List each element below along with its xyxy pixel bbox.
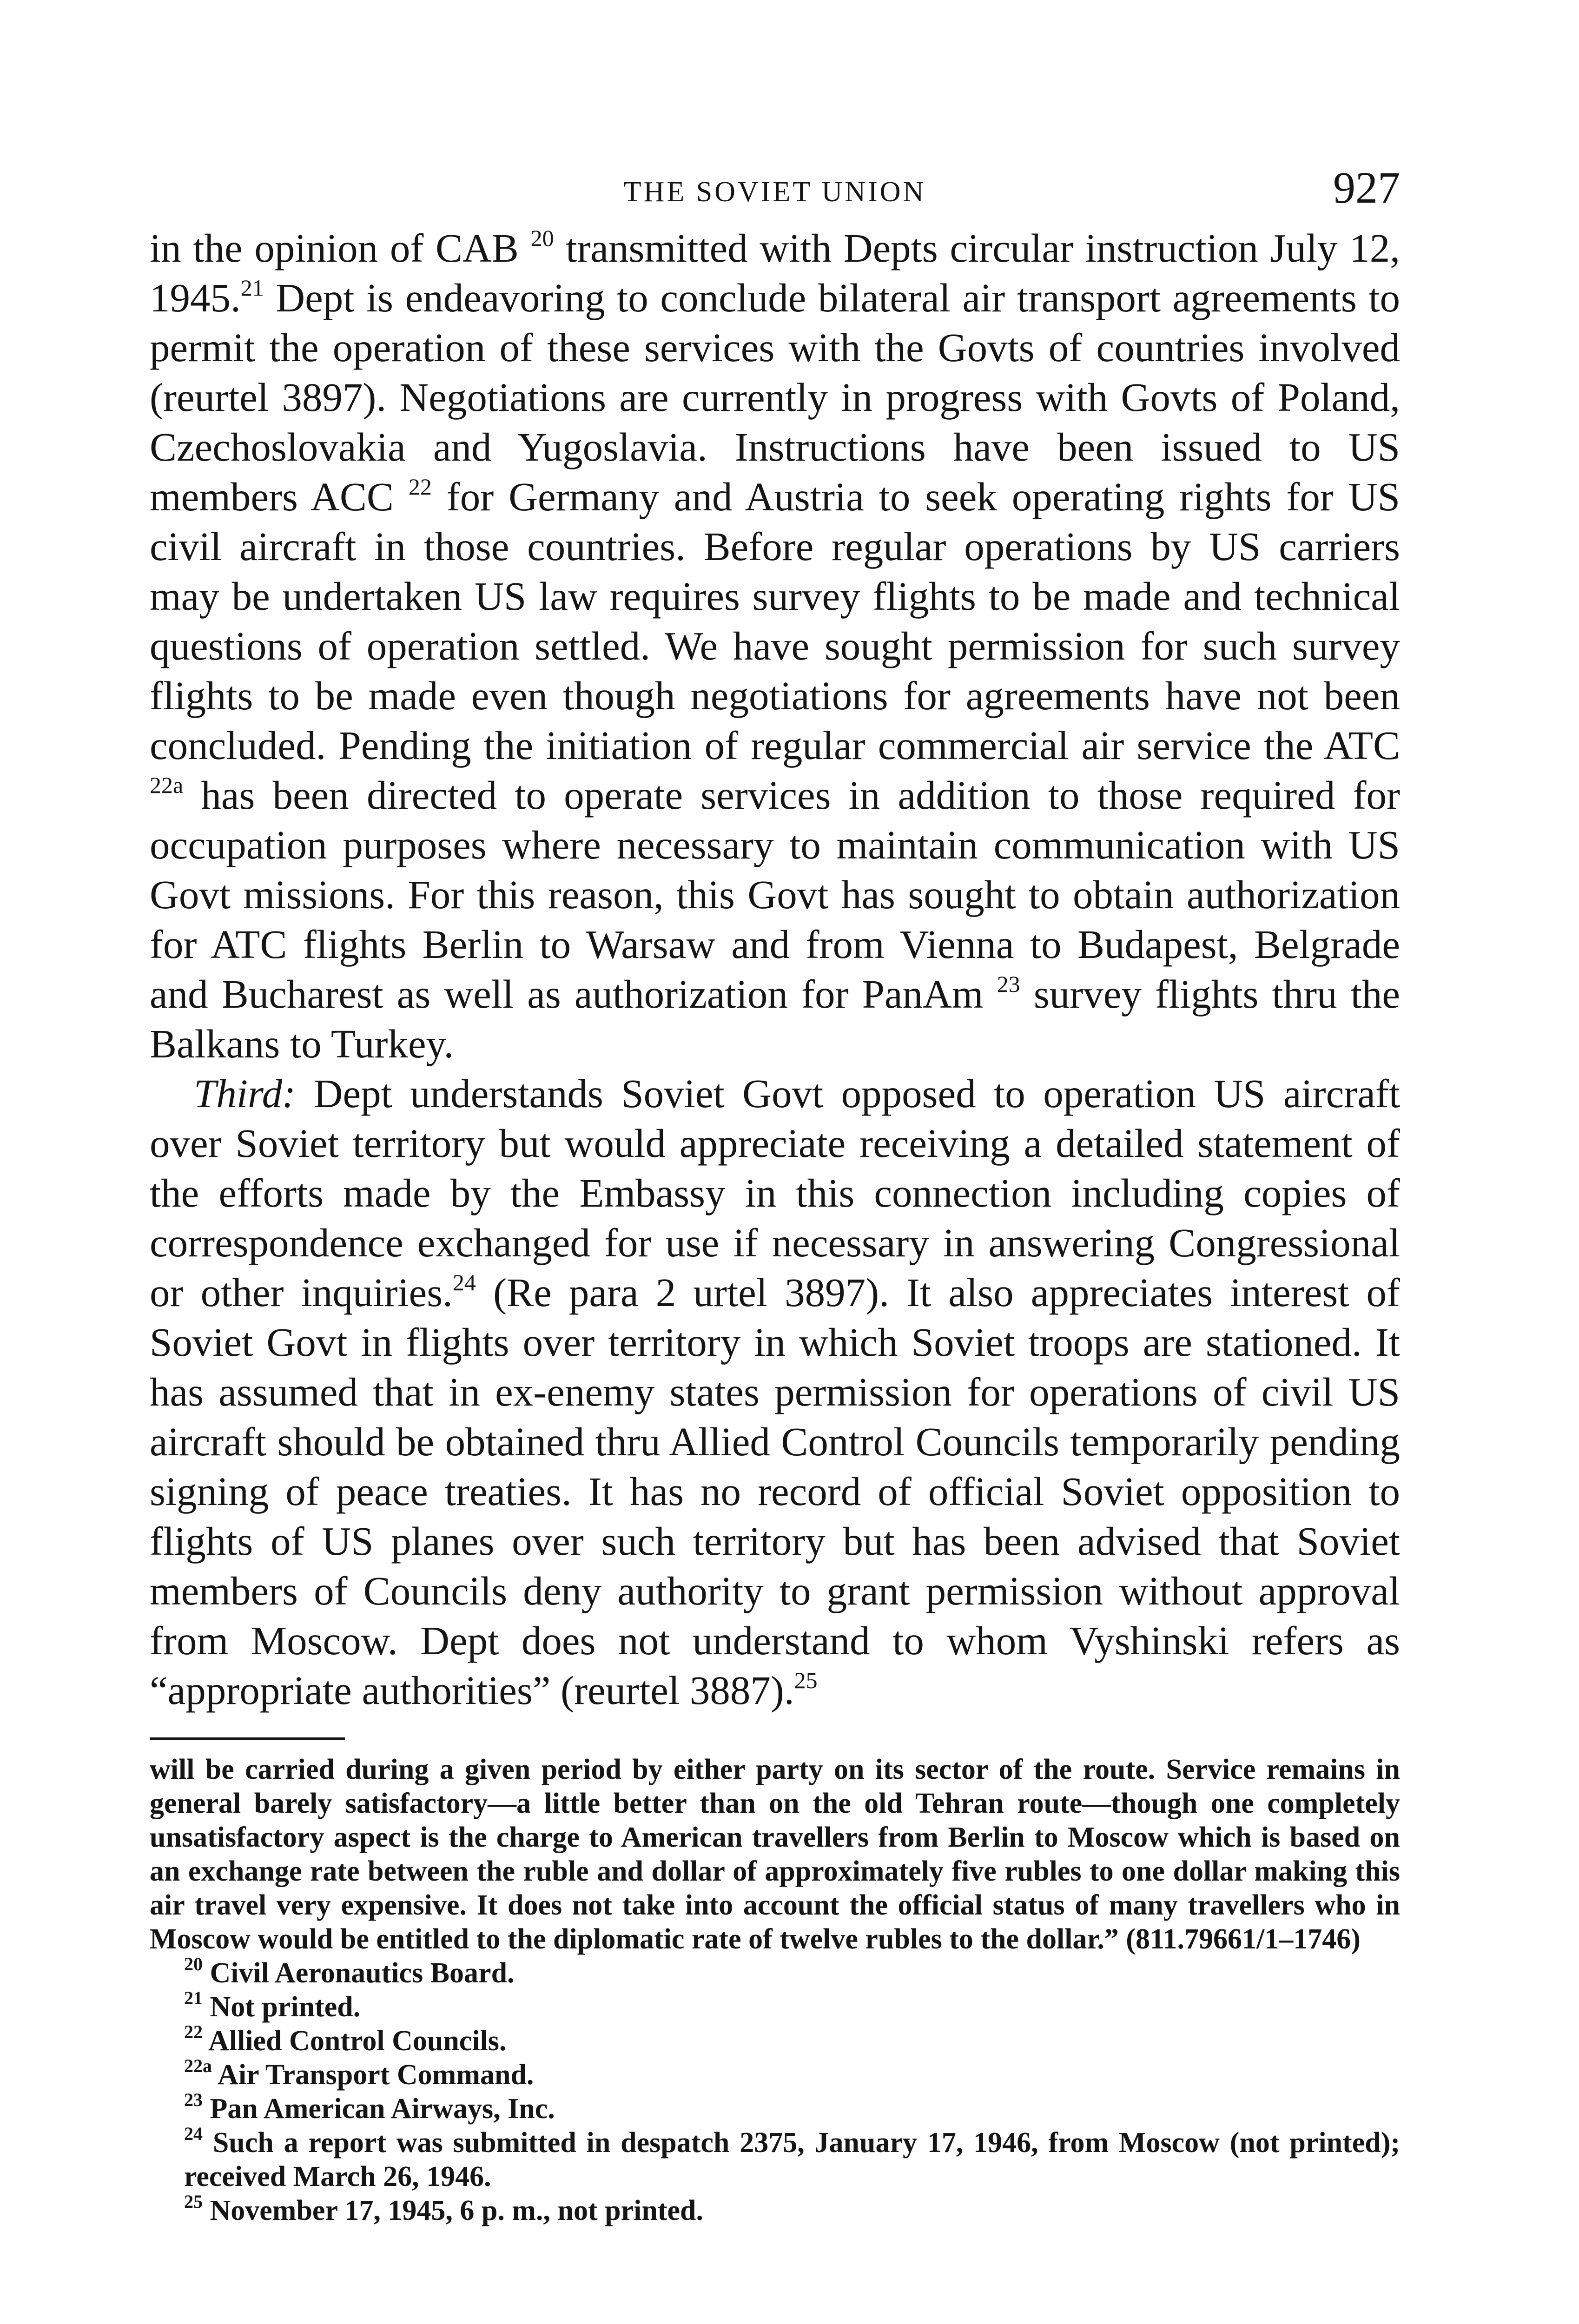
footnote-text: November 17, 1945, 6 p. m., not printed.	[210, 2195, 703, 2226]
footnote-25	[150, 2191, 1400, 2228]
footnote-text: Not printed.	[210, 1991, 361, 2023]
footnote-ref-22: 22	[408, 474, 432, 500]
footnote-20	[150, 1956, 1400, 1990]
text-run: (Re para 2 urtel 3897). It also appreciates interest of Soviet Govt in flights over territory in which Soviet troops are stationed. It has assumed that in ex-enemy states permission for operations of civil US aircraft should be obtained thru Allied Control Councils temporarily pending signing of peace treaties. It has no record of official Soviet opposition to flights of US planes over such territory but has been advised that Soviet members of Councils deny authority to grant permission without approval from Moscow. Dept does not understand to whom Vyshinski refers as “appropriate authorities” (reurtel 3887).	[150, 1270, 1400, 1713]
page-number: 927	[1333, 163, 1400, 212]
footnote-23	[150, 2089, 1400, 2126]
footnote-mark: 20	[184, 1954, 203, 1974]
running-title: THE SOVIET UNION	[623, 176, 926, 208]
paragraph-third	[150, 1069, 1400, 1715]
footnote-mark: 24	[184, 2123, 203, 2144]
paragraph-continued	[150, 223, 1400, 1069]
footnote-text: Such a report was submitted in despatch 2375, January 17, 1946, from Moscow (not printed); received March 26, 1946.	[184, 2127, 1401, 2192]
footnote-ref-21: 21	[240, 275, 264, 301]
footnote-21	[150, 1987, 1400, 2024]
footnote-mark: 25	[184, 2191, 203, 2212]
footnote-text: Air Transport Command.	[218, 2059, 534, 2091]
footnote-rule	[150, 1737, 345, 1740]
footnote-text: Pan American Airways, Inc.	[210, 2093, 555, 2125]
document-page	[150, 158, 1400, 2228]
running-head	[150, 158, 1400, 212]
footnote-ref-24: 24	[452, 1269, 476, 1295]
footnote-ref-23: 23	[997, 971, 1020, 997]
footnote-24	[150, 2123, 1401, 2194]
footnote-text: Civil Aeronautics Board.	[210, 1957, 515, 1989]
text-run: has been directed to operate services in addition to those required for occupation purposes where necessary to maintain communication with US Govt missions. For this reason, this Govt has sought to obtain authorization for ATC flights Berlin to Warsaw and from Vienna to Budapest, Belgrade and Bucharest as well as authorization for PanAm	[150, 772, 1400, 1017]
footnote-ref-22a: 22a	[150, 772, 184, 798]
footnote-mark: 21	[184, 1987, 203, 2008]
footnote-22	[150, 2021, 1400, 2058]
text-run: Dept is endeavoring to conclude bilateral air transport agreements to permit the operation of these services with the Govts of countries involved (reurtel 3897). Negotiations are currently in progress with Govts of Poland, Czechoslovakia and Yugoslavia. Instructions have been issued to US members ACC	[150, 275, 1400, 519]
text-run: Dept understands Soviet Govt opposed to operation US aircraft over Soviet territory but would appreciate receiving a detailed statement of the efforts made by the Embassy in this connection including copies of correspondence exchanged for use if necessary in answering Congressional or other inquiries.	[150, 1071, 1400, 1315]
footnote-22a	[150, 2055, 1400, 2092]
footnote-continued: will be carried during a given period by either party on its sector of the route. Service remains in general barely satisfactory—a little better than on the old Tehran route—though one completely unsatisfactory aspect is the charge to American travellers from Berlin to Moscow which is based on an exchange rate between the ruble and dollar of approximately five rubles to one dollar making this air travel very expensive. It does not take into account the official status of many travellers who in Moscow would be entitled to the diplomatic rate of twelve rubles to the dollar.” (811.79661/1–1746)	[150, 1754, 1400, 1955]
text-run: survey flights thru the Balkans to Turkey.	[150, 971, 1401, 1066]
text-run: in the opinion of CAB	[150, 225, 531, 271]
body-text	[150, 223, 1400, 1715]
footnote-mark: 22	[184, 2021, 203, 2042]
text-run: transmitted with Depts circular instruction July 12, 1945.	[150, 225, 1400, 320]
footnote-mark: 23	[184, 2089, 203, 2110]
footnote-ref-25: 25	[794, 1667, 818, 1693]
footnote-mark: 22a	[184, 2055, 212, 2076]
footnote-ref-20: 20	[530, 225, 554, 251]
footnotes	[150, 1753, 1400, 2228]
footnote-text: Allied Control Councils.	[208, 2025, 507, 2057]
text-run: for Germany and Austria to seek operating rights for US civil aircraft in those countries. Before regular operations by US carriers may be undertaken US law requires survey flights to be made and technical questions of operation settled. We have sought permission for such survey flights to be made even though negotiations for agreements have not been concluded. Pending the initiation of regular commercial air service the ATC	[150, 474, 1400, 768]
paragraph-lead-in: Third:	[194, 1071, 296, 1116]
